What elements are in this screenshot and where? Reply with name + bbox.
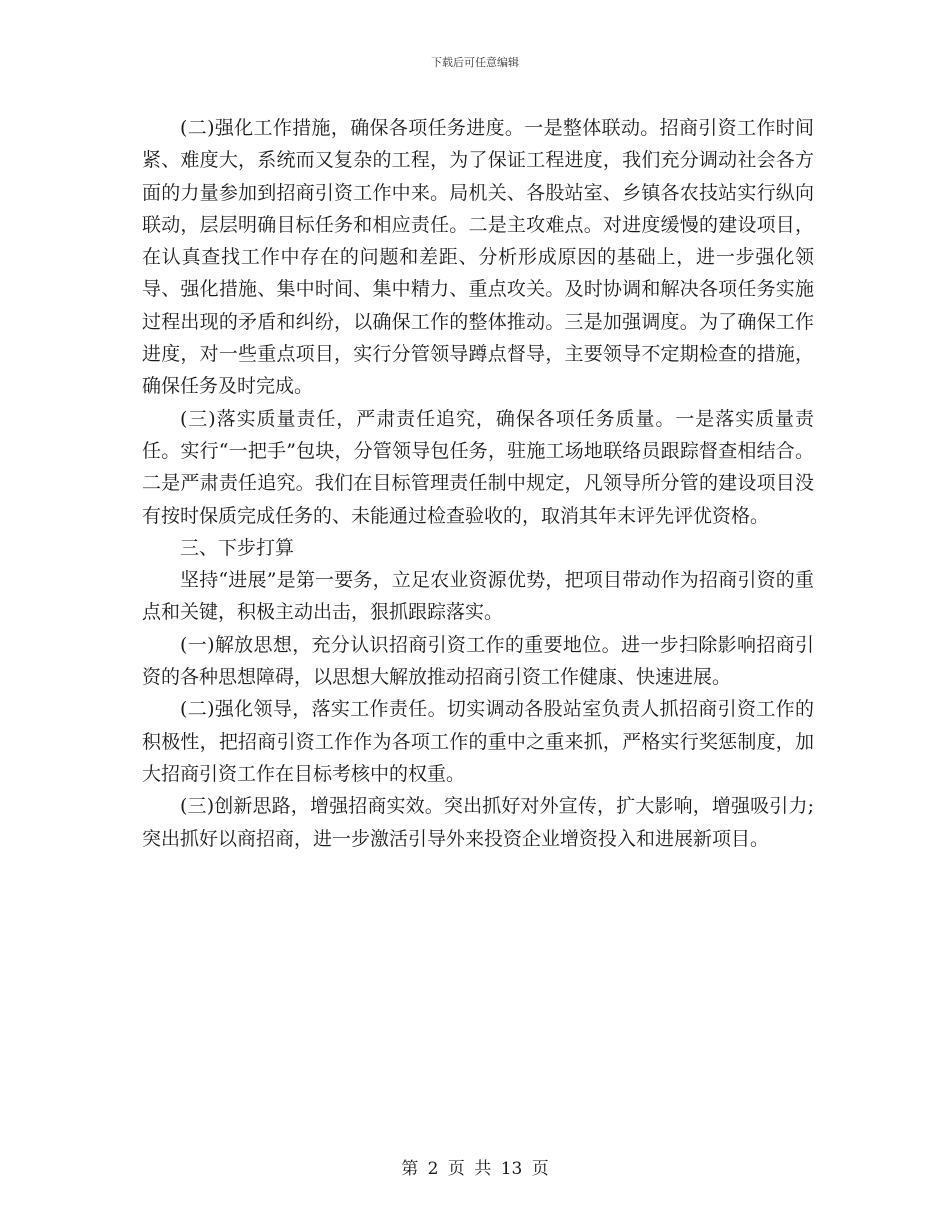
document-body	[142, 112, 814, 855]
paragraph-liberate-thinking: (一)解放思想，充分认识招商引资工作的重要地位。进一步扫除影响招商引资的各种思想障碍，以思想大解放推动招商引资工作健康、快速进展。	[142, 633, 814, 689]
paragraph-quality: (三)落实质量责任，严肃责任追究，确保各项任务质量。一是落实质量责任。实行“一把手”包块，分管领导包任务，驻施工场地联络员跟踪督查相结合。二是严肃责任追究。我们在目标管理责任制中规定，凡领导所分管的建设项目没有按时保质完成任务的、未能通过检查验收的，取消其年末评先评优资格。	[142, 407, 814, 527]
paragraph-principle: 坚持“进展”是第一要务，立足农业资源优势，把项目带动作为招商引资的重点和关键，积极主动出击，狠抓跟踪落实。	[142, 569, 814, 624]
paragraph-measures: (二)强化工作措施，确保各项任务进度。一是整体联动。招商引资工作时间紧、难度大，系统而又复杂的工程，为了保证工程进度，我们充分调动社会各方面的力量参加到招商引资工作中来。局机关、各股站室、乡镇各农技站实行纵向联动，层层明确目标任务和相应责任。二是主攻难点。对进度缓慢的建设项目，在认真查找工作中存在的问题和差距、分析形成原因的基础上，进一步强化领导、强化措施、集中时间、集中精力、重点攻关。及时协调和解决各项任务实施过程出现的矛盾和纠纷，以确保工作的整体推动。三是加强调度。为了确保工作进度，对一些重点项目，实行分管领导蹲点督导，主要领导不定期检查的措施，确保任务及时完成。	[142, 117, 814, 398]
paragraph-leadership: (二)强化领导，落实工作责任。切实调动各股站室负责人抓招商引资工作的积极性，把招商引资工作作为各项工作的重中之重来抓，严格实行奖惩制度，加大招商引资工作在目标考核中的权重。	[142, 698, 814, 785]
section-heading-next-steps: 三、下步打算	[180, 536, 295, 559]
page-number-footer: 第 2 页 共 13 页	[401, 1159, 549, 1179]
paragraph-innovation: (三)创新思路，增强招商实效。突出抓好对外宣传，扩大影响，增强吸引力;突出抓好以商招商，进一步激活引导外来投资企业增资投入和进展新项目。	[142, 795, 814, 850]
header-note: 下载后可任意编辑	[431, 56, 519, 69]
